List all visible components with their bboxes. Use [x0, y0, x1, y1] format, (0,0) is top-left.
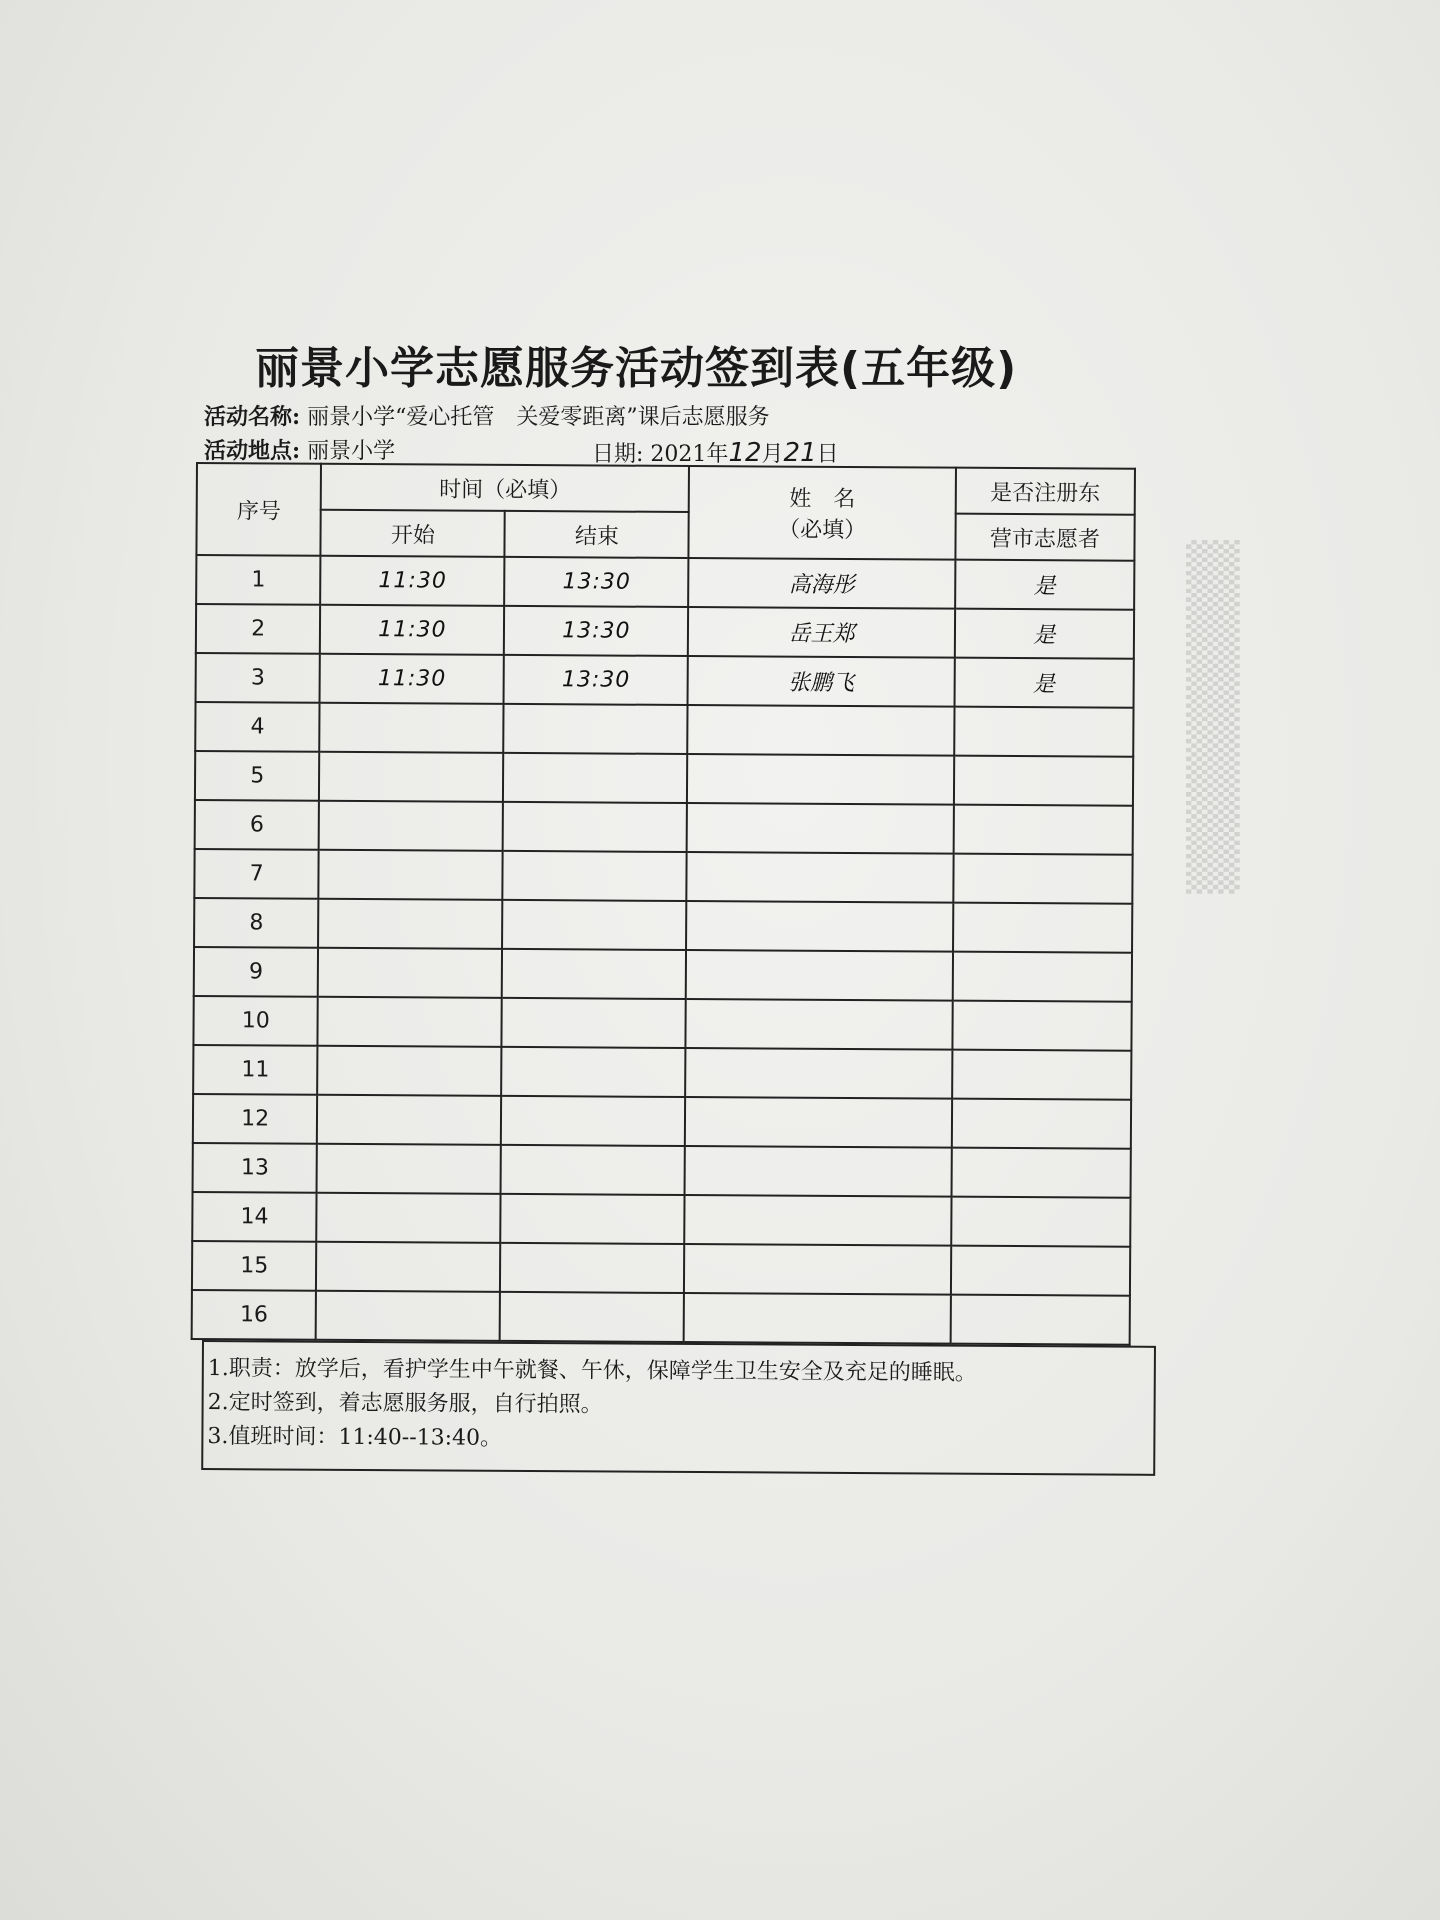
row-number: 7 [194, 849, 319, 899]
registered-volunteer-cell [951, 1197, 1131, 1247]
registered-volunteer-cell: 是 [954, 658, 1134, 708]
name-signature-cell [685, 1195, 951, 1246]
row-number: 6 [195, 800, 320, 850]
date-line [592, 437, 839, 468]
registered-volunteer-cell [954, 756, 1134, 806]
registered-volunteer-cell [953, 903, 1133, 953]
header-end: 结束 [505, 511, 689, 558]
registered-volunteer-cell [953, 854, 1133, 904]
table-row [192, 1241, 1130, 1296]
table-row [193, 996, 1131, 1051]
registered-volunteer-cell [950, 1295, 1130, 1345]
date-month-char: 月 [761, 442, 784, 467]
name-signature-cell [685, 1097, 951, 1148]
registered-volunteer-cell [952, 952, 1132, 1002]
registered-volunteer-cell [954, 707, 1134, 757]
row-number: 8 [194, 898, 319, 948]
row-number: 15 [192, 1241, 317, 1291]
date-day-char: 日 [816, 442, 839, 467]
table-row [195, 702, 1133, 757]
table-row [193, 1045, 1131, 1100]
start-time-cell [318, 997, 502, 1047]
registered-volunteer-cell [951, 1148, 1131, 1198]
start-time-cell [316, 1291, 500, 1341]
name-signature-cell [687, 754, 953, 805]
end-time-cell [501, 1096, 685, 1146]
activity-place-value: 丽景小学 [307, 439, 396, 464]
table-row [193, 1094, 1131, 1149]
end-time-cell [502, 900, 686, 950]
activity-name-value: 丽景小学“爱心托管 关爱零距离”课后志愿服务 [307, 405, 770, 430]
table-row [192, 1290, 1130, 1345]
notes-box [201, 1340, 1156, 1476]
name-signature-cell: 高海彤 [689, 558, 955, 609]
table-row [192, 1192, 1130, 1247]
date-year-char: 年 [706, 442, 729, 467]
start-time-cell [319, 801, 503, 851]
row-number: 16 [192, 1290, 317, 1340]
end-time-cell: 13:30 [505, 557, 689, 607]
end-time-cell [500, 1243, 684, 1293]
activity-name-line [204, 400, 770, 431]
end-time-cell [504, 704, 688, 754]
end-time-cell [503, 851, 687, 901]
start-time-cell [317, 1193, 501, 1243]
registered-volunteer-cell [953, 805, 1133, 855]
row-number: 1 [196, 555, 321, 605]
name-signature-cell [686, 1048, 952, 1099]
show-through-text: ▒▒▒▒▒▒▒▒▒▒ [1186, 540, 1240, 894]
header-name-line1: 姓 名 [789, 486, 856, 513]
start-time-cell [318, 948, 502, 998]
end-time-cell [502, 1047, 686, 1097]
name-signature-cell [686, 999, 952, 1050]
name-signature-cell [687, 852, 953, 903]
table-row [194, 898, 1132, 953]
start-time-cell [317, 1144, 501, 1194]
row-number: 3 [196, 653, 321, 703]
row-number: 12 [193, 1094, 318, 1144]
name-signature-cell [684, 1293, 950, 1344]
row-number: 2 [196, 604, 321, 654]
start-time-cell [316, 1242, 500, 1292]
row-number: 14 [192, 1192, 317, 1242]
table-row [195, 800, 1133, 855]
start-time-cell [318, 1046, 502, 1096]
end-time-cell [502, 949, 686, 999]
sign-in-table [191, 462, 1136, 1346]
row-number: 5 [195, 751, 320, 801]
name-signature-cell [686, 901, 952, 952]
date-day-handwritten: 21 [783, 438, 817, 468]
header-name [689, 466, 956, 560]
registered-volunteer-cell [951, 1246, 1131, 1296]
row-number: 9 [194, 947, 319, 997]
end-time-cell [501, 1145, 685, 1195]
note-2: 2.定时签到，着志愿服务服，自行拍照。 [207, 1390, 603, 1418]
row-number: 4 [195, 702, 320, 752]
header-time: 时间（必填） [321, 464, 689, 512]
end-time-cell [503, 753, 687, 803]
registered-volunteer-cell: 是 [954, 609, 1134, 659]
end-time-cell: 13:30 [504, 606, 688, 656]
date-year: 2021 [650, 442, 707, 467]
header-registered-2: 营市志愿者 [955, 514, 1135, 561]
table-row [196, 653, 1134, 708]
name-signature-cell [685, 1146, 951, 1197]
end-time-cell: 13:30 [504, 655, 688, 705]
registered-volunteer-cell [952, 1001, 1132, 1051]
table-row [196, 555, 1134, 610]
date-label: 日期: [592, 442, 644, 467]
name-signature-cell [687, 803, 953, 854]
start-time-cell: 11:30 [320, 605, 504, 655]
table-row [194, 947, 1132, 1002]
table-row [193, 1143, 1131, 1198]
header-start: 开始 [321, 510, 505, 557]
note-3: 3.值班时间：11:40--13:40。 [207, 1424, 503, 1451]
end-time-cell [502, 998, 686, 1048]
row-number: 13 [193, 1143, 318, 1193]
name-signature-cell [684, 1244, 950, 1295]
end-time-cell [500, 1292, 684, 1342]
registered-volunteer-cell: 是 [955, 560, 1135, 610]
row-number: 11 [193, 1045, 318, 1095]
name-signature-cell: 岳王郑 [688, 607, 954, 658]
activity-name-key: 活动名称: [204, 404, 301, 430]
start-time-cell [319, 752, 503, 802]
name-signature-cell: 张鹏飞 [688, 656, 954, 707]
registered-volunteer-cell [952, 1050, 1132, 1100]
registered-volunteer-cell [951, 1099, 1131, 1149]
name-signature-cell [688, 705, 954, 756]
note-1: 1.职责：放学后，看护学生中午就餐、午休，保障学生卫生安全及充足的睡眠。 [207, 1356, 977, 1386]
name-signature-cell [686, 950, 952, 1001]
start-time-cell [318, 899, 502, 949]
header-registered-1: 是否注册东 [955, 468, 1135, 515]
start-time-cell [319, 850, 503, 900]
table-row [194, 849, 1132, 904]
table-row [196, 604, 1134, 659]
end-time-cell [503, 802, 687, 852]
form-title: 丽景小学志愿服务活动签到表(五年级) [255, 343, 1018, 394]
activity-place-line [204, 434, 395, 465]
start-time-cell [320, 703, 504, 753]
activity-place-key: 活动地点: [204, 438, 301, 464]
row-number: 10 [193, 996, 318, 1046]
date-month-handwritten: 12 [728, 438, 762, 468]
start-time-cell [317, 1095, 501, 1145]
header-no: 序号 [196, 463, 321, 556]
header-name-line2: （必填） [778, 517, 867, 544]
start-time-cell: 11:30 [320, 654, 504, 704]
end-time-cell [501, 1194, 685, 1244]
table-row [195, 751, 1133, 806]
start-time-cell: 11:30 [321, 556, 505, 606]
